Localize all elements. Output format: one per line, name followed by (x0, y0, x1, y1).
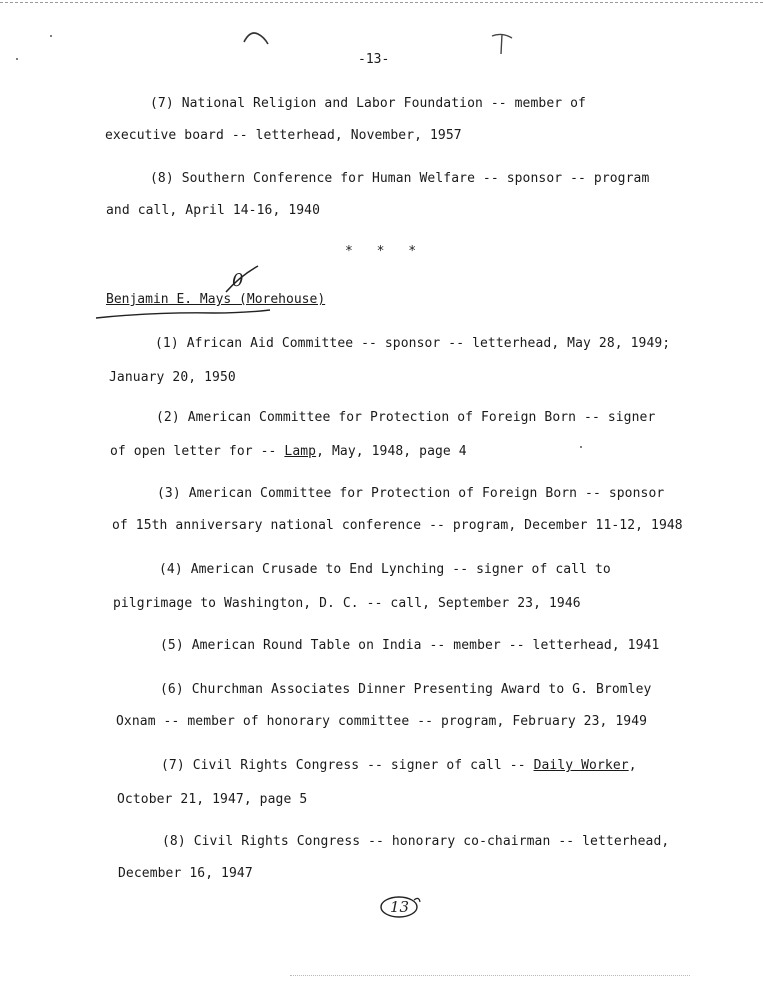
mays-entry-8-line1: (8) Civil Rights Congress -- honorary co-chairman -- letterhead, (162, 834, 670, 849)
mays-entry-1-line1: (1) African Aid Committee -- sponsor -- letterhead, May 28, 1949; (155, 336, 671, 351)
hand-underline-icon (94, 308, 274, 322)
handwritten-mark-text: 0 (232, 270, 244, 291)
scan-speck (580, 446, 582, 448)
entry-8-line1: (8) Southern Conference for Human Welfare -- sponsor -- program (150, 171, 650, 186)
mays-entry-3-line1: (3) American Committee for Protection of Foreign Born -- sponsor (157, 486, 665, 501)
entry-8-line2: and call, April 14-16, 1940 (106, 203, 321, 218)
bottom-scan-artifact (290, 975, 690, 980)
mays-entry-6-line2: Oxnam -- member of honorary committee -- program, February 23, 1949 (116, 714, 648, 729)
stamp-number-text: 13 (390, 898, 410, 916)
mays-entry-7-text-a: (7) Civil Rights Congress -- signer of call -- (161, 758, 534, 773)
mays-entry-7-line2: October 21, 1947, page 5 (117, 792, 308, 807)
section-heading: Benjamin E. Mays (Morehouse) (106, 292, 326, 307)
mays-entry-3-line2: of 15th anniversary national conference -- program, December 11-12, 1948 (112, 518, 683, 533)
mays-entry-2-line1: (2) American Committee for Protection of Foreign Born -- signer (156, 410, 656, 425)
mays-entry-2-text-a: of open letter for -- (110, 444, 285, 459)
mays-entry-4-line1: (4) American Crusade to End Lynching -- signer of call to (159, 562, 611, 577)
entry-7-line1: (7) National Religion and Labor Foundation -- member of (150, 96, 586, 111)
daily-worker-publication: Daily Worker (533, 758, 629, 773)
section-separator: * * * (345, 244, 425, 259)
mays-entry-4-line2: pilgrimage to Washington, D. C. -- call, September 23, 1946 (113, 596, 581, 611)
scan-speck (50, 35, 52, 37)
top-perforation (0, 2, 763, 3)
mays-entry-1-line2: January 20, 1950 (109, 370, 236, 385)
scan-speck (16, 58, 18, 60)
mays-entry-6-line1: (6) Churchman Associates Dinner Presenting Award to G. Bromley (160, 682, 652, 697)
mays-entry-8-line2: December 16, 1947 (118, 866, 253, 881)
punch-mark-icon (240, 28, 272, 48)
entry-7-line2: executive board -- letterhead, November, 1957 (105, 128, 462, 143)
page-number: -13- (358, 52, 390, 67)
mays-entry-2-line2 (110, 444, 467, 460)
mays-entry-7-line1 (161, 758, 637, 774)
mays-entry-2-text-b: , May, 1948, page 4 (316, 444, 467, 459)
mays-entry-7-text-b: , (628, 758, 637, 773)
circled-page-stamp (378, 894, 422, 920)
lamp-publication: Lamp (284, 444, 317, 459)
punch-mark-icon (488, 28, 518, 60)
mays-entry-5-line1: (5) American Round Table on India -- member -- letterhead, 1941 (160, 638, 660, 653)
